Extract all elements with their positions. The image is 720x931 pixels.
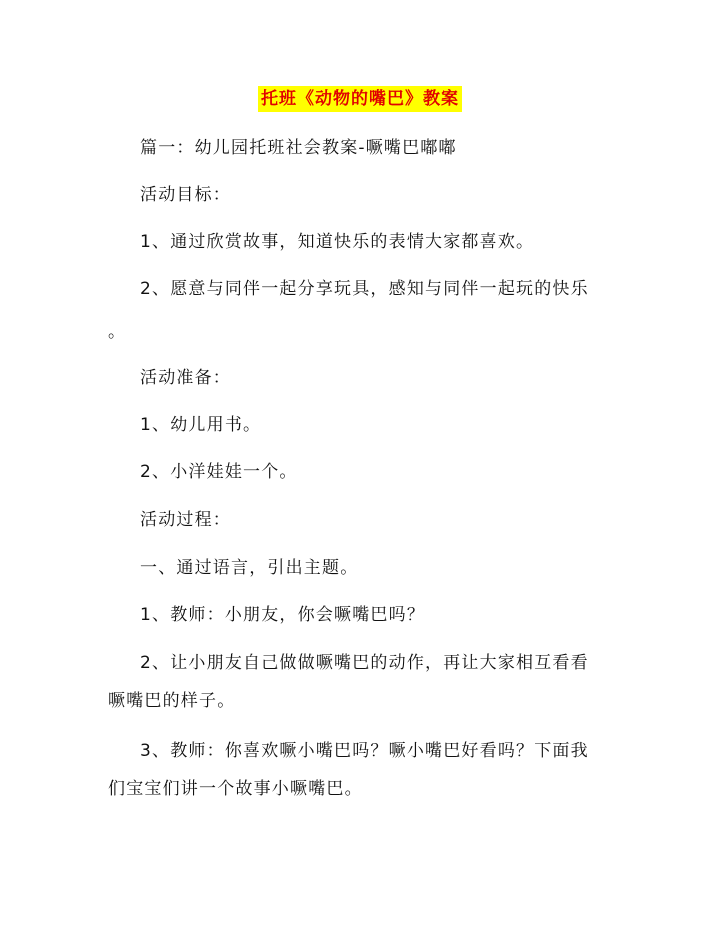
paragraph-line: 3、教师：你喜欢噘小嘴巴吗？噘小嘴巴好看吗？下面我 (140, 741, 589, 761)
title-container (0, 86, 720, 112)
paragraph-line: 2、让小朋友自己做做噘嘴巴的动作，再让大家相互看看 (140, 653, 589, 673)
document-title: 托班《动物的嘴巴》教案 (258, 86, 462, 112)
paragraph-line: 一、通过语言，引出主题。 (140, 558, 359, 578)
paragraph-line: 活动准备： (140, 368, 231, 388)
paragraph-line: 活动目标： (140, 185, 231, 205)
paragraph-line: 们宝宝们讲一个故事小噘嘴巴。 (108, 779, 363, 799)
paragraph-line: 1、教师：小朋友，你会噘嘴巴吗？ (140, 605, 426, 625)
paragraph-line: 。 (108, 322, 127, 342)
paragraph-line: 1、幼儿用书。 (140, 415, 262, 435)
paragraph-line: 2、愿意与同伴一起分享玩具，感知与同伴一起玩的快乐 (140, 279, 589, 299)
paragraph-line: 噘嘴巴的样子。 (108, 691, 236, 711)
paragraph-line: 活动过程： (140, 510, 231, 530)
paragraph-line: 1、通过欣赏故事，知道快乐的表情大家都喜欢。 (140, 232, 535, 252)
section-heading: 篇一：幼儿园托班社会教案-噘嘴巴嘟嘟 (140, 138, 457, 158)
paragraph-line: 2、小洋娃娃一个。 (140, 462, 298, 482)
